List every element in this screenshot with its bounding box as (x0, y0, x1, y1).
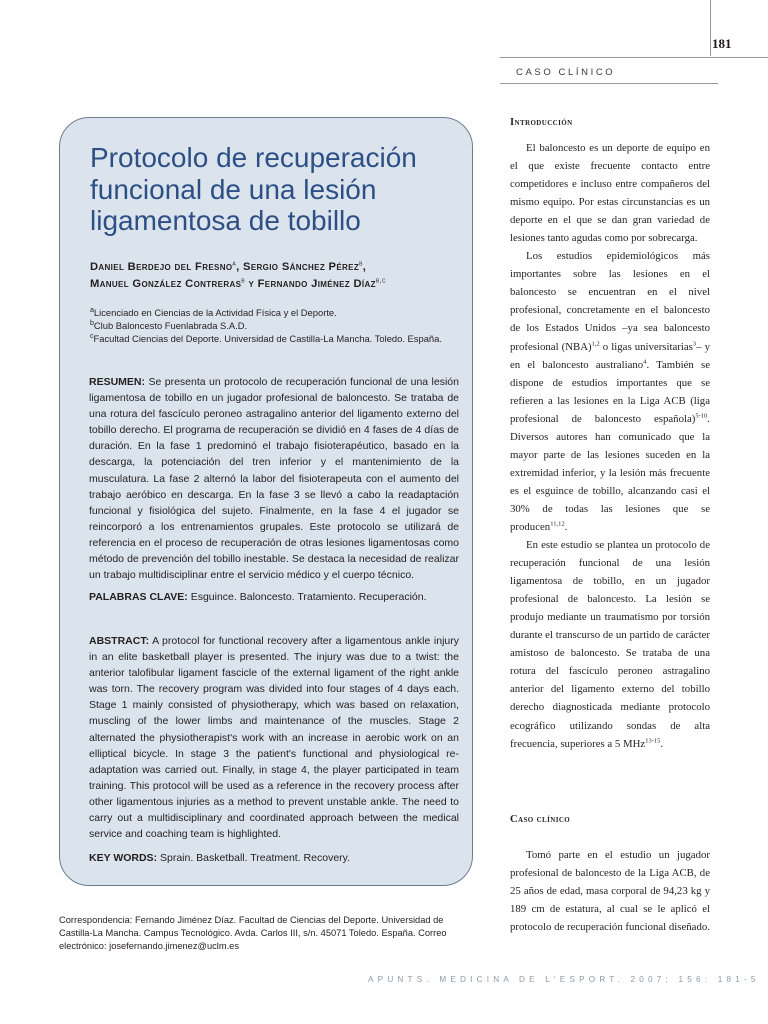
citation: 13-15 (645, 736, 661, 744)
author-affil-mark: b (359, 260, 363, 268)
palabras-clave-label: PALABRAS CLAVE: (89, 591, 188, 603)
author-name: Manuel González Contreras (90, 278, 242, 290)
paragraph: Tomó parte en el estudio un jugador profesional de baloncesto de la Liga ACB, de 25 años de edad, masa corporal de 94,23 kg y 189 cm de estatura, al cual se le aplicó el protocolo de recuperación funcional diseñado. (510, 849, 710, 934)
author-conjunction: y (248, 278, 255, 290)
header-vertical-rule (710, 0, 711, 56)
section-label: CASO CLÍNICO (516, 67, 616, 78)
author-name: Sergio Sánchez Pérez (243, 261, 360, 273)
keywords-text: Sprain. Basketball. Treatment. Recovery. (159, 852, 351, 864)
citation: 1,2 (591, 339, 600, 347)
citation: 4 (643, 357, 647, 365)
keywords-block (89, 850, 459, 866)
citation: 3 (692, 339, 697, 347)
author-line: Daniel Berdejo del Fresno$^a$, Sergio Sánchez Pérez$^b$, (90, 260, 367, 273)
abstract-block (89, 633, 459, 842)
page-number: 181 (712, 36, 732, 51)
affiliation (90, 306, 460, 319)
resumen-text: Se presenta un protocolo de recuperación funcional de una lesión ligamentosa de tobillo en un jugador profesional de baloncesto. Se trataba de una rotura del fascículo peroneo astragalino anterior del ligamento externo del tobillo derecho. El programa de recuperación se dividió en 4 fases de 4 días de duración. En la fase 1 predominó el trabajo fisioterapéutico, basado en la descarga, la potenciación del tren inferior y el mantenimiento de la musculatura. La fase 2 alternó la labor del fisioterapeuta con el aumento del trabajo aeróbico en descarga. En la fase 3 se llevó a cabo la readaptación funcional y fisiológica del sujeto. Finalmente, en la fase 4 el jugador se reincorporó a los entrenamientos grupales. Este protocolo se utilizará de referencia en el proceso de recuperación de otras lesiones ligamentosas como método de prevención del tobillo inestable. Se destaca la necesidad de realizar un trabajo multidisciplinar entre el servicio médico y el cuerpo técnico. (89, 376, 459, 582)
journal-footer: APUNTS. MEDICINA DE L'ESPORT. 2007; 156: 181-5 (368, 975, 760, 984)
affiliation (90, 332, 460, 345)
keywords-label: KEY WORDS: (89, 852, 158, 864)
section-heading-caso-clinico: Caso clínico (510, 814, 571, 825)
abstract-text: A protocol for functional recovery after a ligamentous ankle injury in an elite basketball player is presented. The injury was due to a twist: the anterior talofibular ligament fascicle of the external ligament of the right ankle was torn. The recovery program was divided into four stages of 4 days each. Stage 1 mainly consisted of physiotherapy, which was based on relaxation, muscling of the lower limbs and maintenance of the muscles. Stage 2 alternated the physiotherapist's work with an increase in aerobic work on an elliptical bicycle. In stage 3 the patient's functional and physiological re-adaptation was carried out. Finally, in stage 4, the player participated in team training. This protocol will be used as a reference in the recovery process after other ligamentous injuries as a method to prevent unstable ankle. The need to carry out a multidisciplinary and coordinated approach between the medical service and coaching team is highlighted. (89, 635, 459, 841)
abstract-label: ABSTRACT: (89, 635, 150, 647)
affiliation-mark: a (90, 306, 94, 314)
article-title: Protocolo de recuperación funcional de una lesión ligamentosa de tobillo (90, 142, 417, 236)
affiliation-text: Club Baloncesto Fuenlabrada S.A.D. (93, 320, 248, 331)
correspondence-note: Correspondencia: Fernando Jiménez Díaz. Facultad de Ciencias del Deporte. Universidad de Castilla-La Mancha. Campus Tecnológico. Avda. Carlos III, s/n. 45071 Toledo. España. Correo electrónico: josefernando.jimenez@uclm.es (59, 915, 447, 952)
author-affil-mark: b,c (375, 277, 386, 285)
resumen-label: RESUMEN: (89, 376, 146, 388)
affiliation-text: Licenciado en Ciencias de la Actividad Física y el Deporte. (93, 307, 337, 318)
author-affil-mark: a (232, 260, 237, 268)
section-heading-introduccion: Introducción (510, 117, 573, 128)
introduccion-body (510, 139, 710, 753)
author-name: Fernando Jiménez Díaz (257, 278, 376, 290)
section-rule (500, 83, 718, 84)
author-affil-mark: b (241, 277, 245, 285)
citation: 5-10 (695, 412, 708, 420)
paragraph: En este estudio se plantea un protocolo de recuperación funcional de una lesión ligamentosa de tobillo, en un jugador profesional de baloncesto. La lesión se produjo mediante un traumatismo por torsión durante el transcurso de un partido de carácter amistoso de baloncesto. Se trataba de una rotura del fascículo peroneo astragalino anterior del ligamento externo del tobillo derecho diagnosticada mediante protocolo ecográfico utilizando sondas de alta frecuencia, superiores a 5 MHz$^{13-15}$. (510, 539, 710, 750)
palabras-clave-block (89, 589, 459, 605)
affiliation-text: Facultad Ciencias del Deporte. Universidad de Castilla-La Mancha. Toledo. España. (93, 333, 442, 344)
header-horizontal-rule (500, 57, 768, 58)
author-line (90, 276, 460, 293)
affiliation-mark: c (90, 332, 94, 340)
affiliation (90, 319, 460, 332)
affiliation-mark: b (90, 319, 94, 327)
palabras-clave-text: Esguince. Baloncesto. Tratamiento. Recuperación. (190, 591, 427, 603)
author-list (90, 259, 460, 293)
paragraph: Los estudios epidemiológicos más importantes sobre las lesiones en el baloncesto se encuentran en el nivel profesional, concretamente en el baloncesto de los Estados Unidos –ya sea baloncesto profesional (NBA)$^{1,2}$ o ligas universitarias$^3$– y en el baloncesto australiano$^4$. También se dispone de estudios importantes que se refieren a las lesiones en la Liga ACB (liga profesional de baloncesto española)$^{5-10}$. Diversos autores han comunicado que la mayor parte de las lesiones suceden en la extremidad inferior, y la lesión más frecuente es el esguince de tobillo, alcanzando casi el 30% de todas las lesiones que se producen$^{11,12}$. (510, 250, 710, 533)
resumen-block (89, 374, 459, 583)
author-name: Daniel Berdejo del Fresno (90, 261, 233, 273)
caso-clinico-body (510, 846, 710, 936)
citation: 11,12 (550, 520, 565, 528)
paragraph: El baloncesto es un deporte de equipo en el que existe frecuente contacto entre competidores e incluso entre compañeros del mismo equipo. Por estas circunstancias es un deporte en el que se dan gran variedad de lesiones tanto agudas como por sobrecarga. (510, 142, 710, 245)
